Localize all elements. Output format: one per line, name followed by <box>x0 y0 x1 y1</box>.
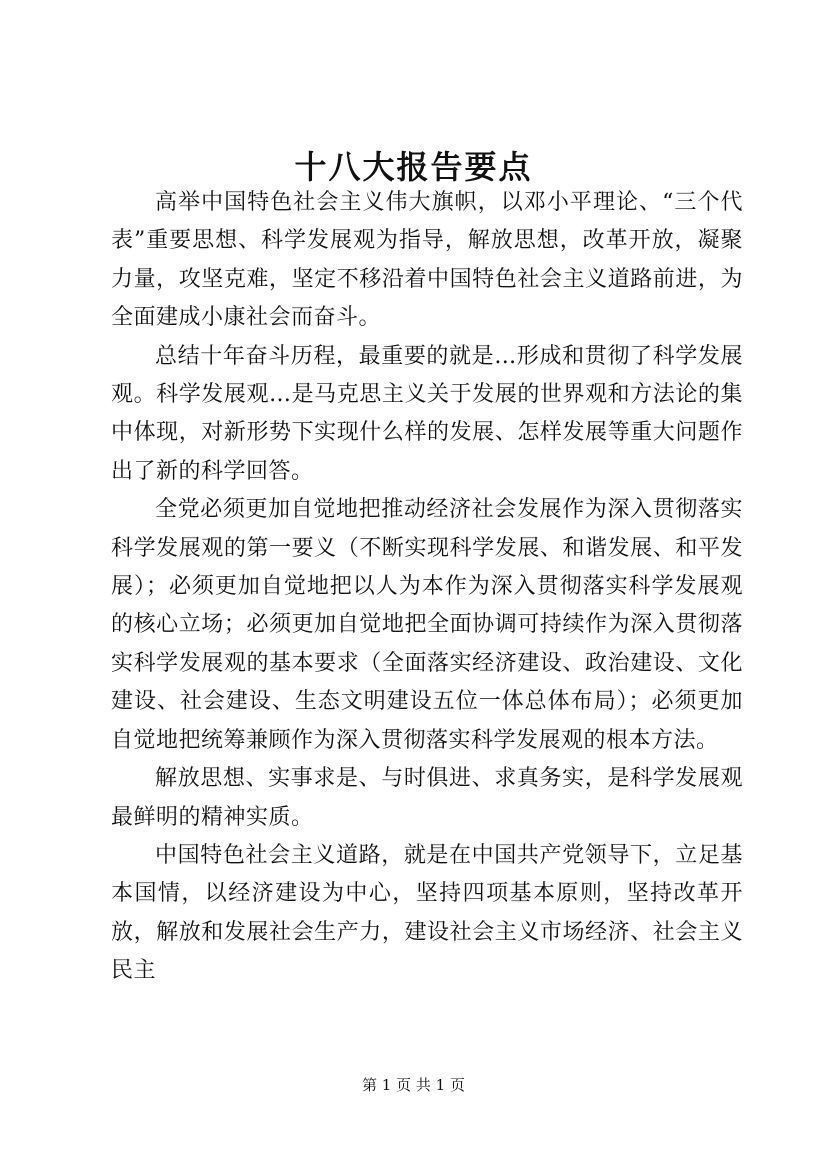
paragraph-5: 中国特色社会主义道路，就是在中国共产党领导下，立足基本国情，以经济建设为中心，坚持四项基本原则，坚持改革开放，解放和发展社会生产力，建设社会主义市场经济、社会主义民主 <box>111 842 743 984</box>
document-body <box>111 184 743 991</box>
page-footer: 第 1 页 共 1 页 <box>362 1076 465 1094</box>
paragraph-4: 解放思想、实事求是、与时俱进、求真务实，是科学发展观最鲜明的精神实质。 <box>111 766 743 830</box>
paragraph-3: 全党必须更加自觉地把推动经济社会发展作为深入贯彻落实科学发展观的第一要义（不断实现科学发展、和谐发展、和平发展）；必须更加自觉地把以人为本作为深入贯彻落实科学发展观的核心立场；必须更加自觉地把全面协调可持续作为深入贯彻落实科学发展观的基本要求（全面落实经济建设、政治建设、文化建设、社会建设、生态文明建设五位一体总体布局）；必须更加自觉地把统筹兼顾作为深入贯彻落实科学发展观的根本方法。 <box>111 497 743 753</box>
paragraph-2: 总结十年奋斗历程，最重要的就是…形成和贯彻了科学发展观。科学发展观…是马克思主义关于发展的世界观和方法论的集中体现，对新形势下实现什么样的发展、怎样发展等重大问题作出了新的科学回答。 <box>111 343 743 484</box>
document-title: 十八大报告要点 <box>294 148 533 186</box>
paragraph-1: 高举中国特色社会主义伟大旗帜，以邓小平理论、“三个代表”重要思想、科学发展观为指导，解放思想，改革开放，凝聚力量，攻坚克难，坚定不移沿着中国特色社会主义道路前进，为全面建成小康社会而奋斗。 <box>111 190 743 331</box>
